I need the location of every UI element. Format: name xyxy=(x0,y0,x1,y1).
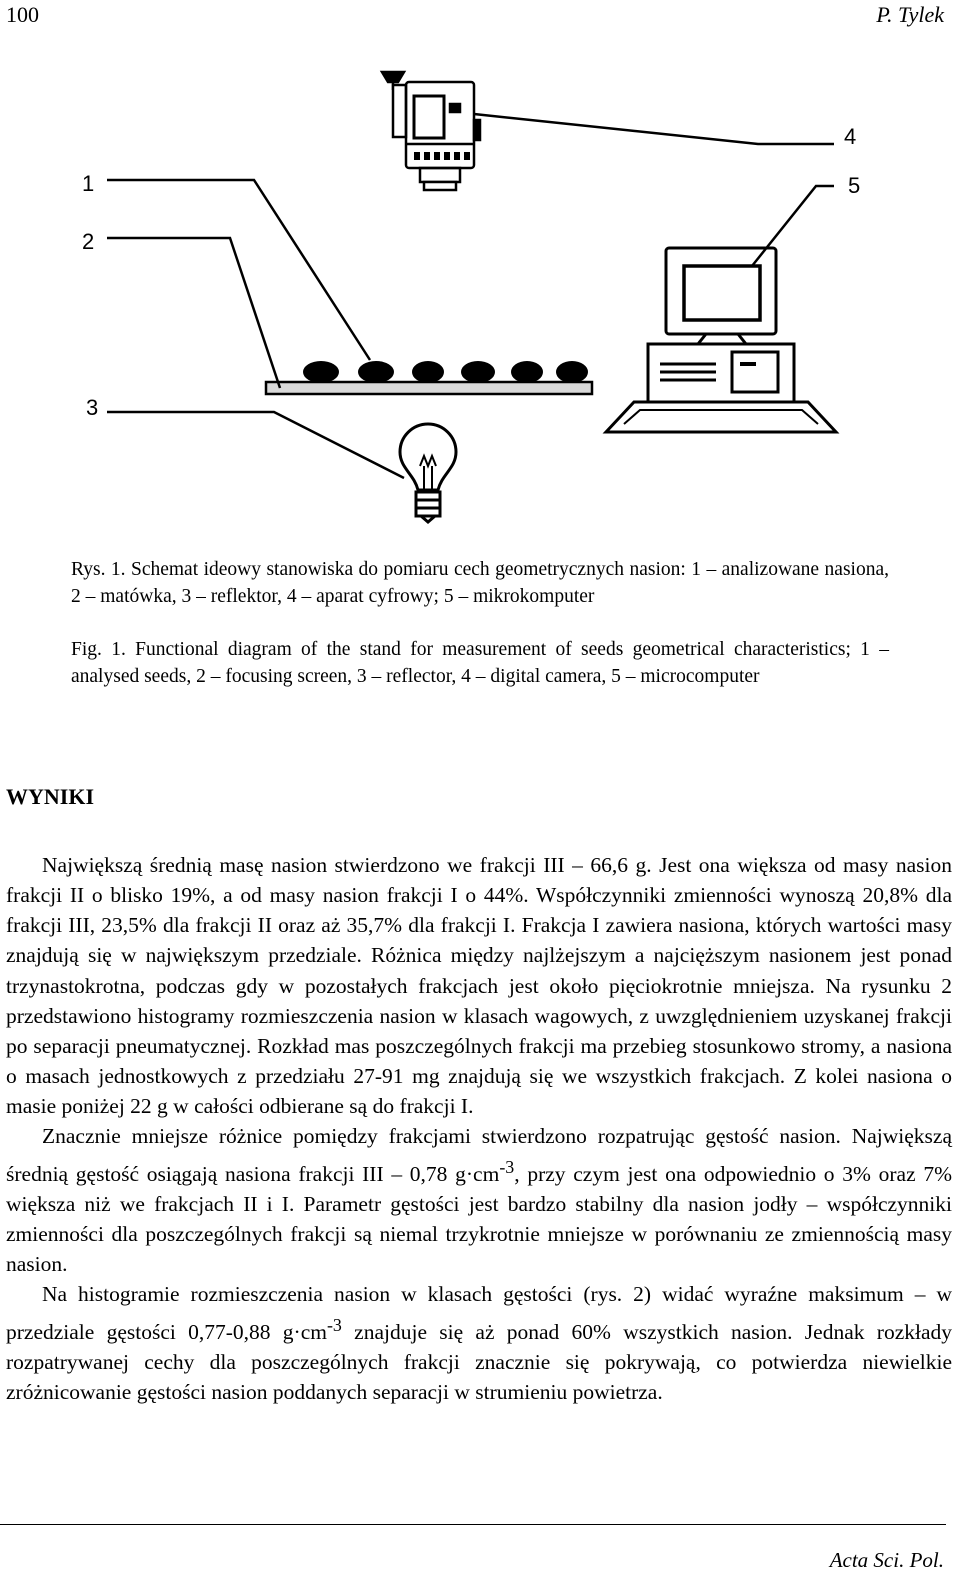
section-title: WYNIKI xyxy=(6,784,95,809)
seed xyxy=(412,361,444,383)
journal-name: Acta Sci. Pol. xyxy=(829,1548,944,1572)
page-number: 100 xyxy=(6,2,39,27)
label-5: 5 xyxy=(848,173,861,198)
label-2: 2 xyxy=(82,229,95,254)
paragraph xyxy=(6,1121,952,1279)
label-4: 4 xyxy=(844,124,857,149)
results-text xyxy=(6,850,952,1407)
paragraph-text: , przy czym jest ona odpowiednio o 3% oraz 7% większa niż we frakcjach II i I. Parametr gęstości jest bardzo stabilny dla nasion jodły – współczynniki zmienności dla poszczególnych frakcji są niemal trzykrotnie mniejsze w porównaniu ze zmiennością masy nasion. xyxy=(6,1161,952,1277)
stand-diagram xyxy=(0,60,960,540)
figure-measurement-stand xyxy=(0,60,960,540)
seed xyxy=(461,361,495,383)
unit-exponent: -3 xyxy=(499,1156,515,1177)
label-3: 3 xyxy=(86,395,99,420)
seed xyxy=(303,361,339,383)
seed xyxy=(358,361,394,383)
running-author: P. Tylek xyxy=(876,2,944,27)
figure-caption-polish: Rys. 1. Schemat ideowy stanowiska do pomiaru cech geometrycznych nasion: 1 – analizowane nasiona, 2 – matówka, 3 – reflektor, 4 – aparat cyfrowy; 5 – mikrokomputer xyxy=(71,559,889,607)
paragraph: Największą średnią masę nasion stwierdzono we frakcji III – 66,6 g. Jest ona większa od masy nasion frakcji II o blisko 19%, a od masy nasion frakcji I o 44%. Współczynniki zmienności wynoszą 20,8% dla frakcji III, 23,5% dla frakcji II oraz aż 35,7% dla frakcji I. Frakcja I zawiera nasiona, których wartości masy znajdują się w największym przedziale. Różnica między najlżejszym a najcięższym nasionem jest ponad trzynastokrotna, podczas gdy w pozostałych frakcjach jest około pięciokrotnie mniejsza. Na rysunku 2 przedstawiono histogramy rozmieszczenia nasion w klasach wagowych, z uwzględnieniem uzyskanej frakcji po separacji pneumatycznej. Rozkład mas poszczególnych frakcji ma przebieg stosunkowo stromy, a nasiona o masach jednostkowych z przedziału 27-91 mg znajdują się we wszystkich frakcjach. Z kolei nasiona o masie poniżej 22 g w całości odbierane są do frakcji I. xyxy=(6,853,952,1119)
footer-rule xyxy=(0,1524,946,1525)
figure-caption-english: Fig. 1. Functional diagram of the stand for measurement of seeds geometrical characteristics; 1 – analysed seeds, 2 – focusing screen, 3 – reflector, 4 – digital camera, 5 – microcomputer xyxy=(71,639,889,687)
paragraph-text: Na histogramie rozmieszczenia nasion w klasach gęstości (rys. 2) widać wyraźne maksimum – w przedziale gęstości 0,77-0,88 g·cm xyxy=(6,1282,952,1344)
label-1: 1 xyxy=(82,171,95,196)
paragraph xyxy=(6,1279,952,1407)
seed xyxy=(511,361,543,383)
paragraph-text: Znacznie mniejsze różnice pomiędzy frakcjami stwierdzono rozpatrując gęstość nasion. Największą średnią gęstość osiągają nasiona frakcji III – 0,78 g·cm xyxy=(6,1124,952,1186)
paragraph-text: znajduje się aż ponad 60% wszystkich nasion. Jednak rozkłady rozpatrywanej cechy dla poszczególnych frakcji znacznie się pokrywają, co potwierdza niewielkie zróżnicowanie gęstości nasion poddanych separacji w strumieniu powietrza. xyxy=(6,1319,952,1404)
focusing-screen xyxy=(266,382,592,394)
unit-exponent: -3 xyxy=(326,1314,342,1335)
seed xyxy=(556,361,588,383)
